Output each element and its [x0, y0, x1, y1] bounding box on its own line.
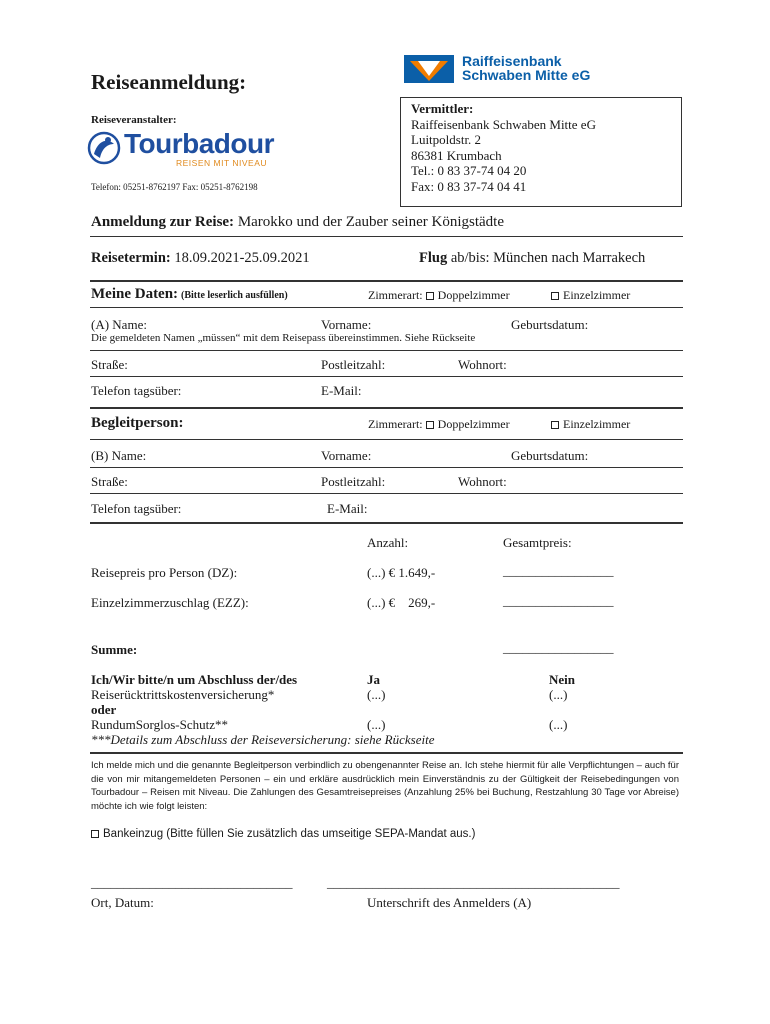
tourbadour-tagline: REISEN MIT NIVEAU: [176, 158, 267, 168]
firstname-a-label: Vorname:: [321, 317, 372, 332]
price-row-amount: (...) € 1.649,-: [367, 565, 436, 580]
single-room-label: Einzelzimmer: [563, 288, 631, 302]
count-header: Anzahl:: [367, 535, 409, 550]
trip-row: [91, 214, 504, 231]
divider: [90, 307, 683, 308]
birthdate-b-label: Geburtsdatum:: [511, 448, 589, 463]
travel-date-row: [91, 250, 310, 267]
birthdate-a-label: Geburtsdatum:: [511, 317, 589, 332]
divider: [90, 752, 683, 754]
companion-label: Begleitperson:: [91, 415, 184, 431]
single-room-label: Einzelzimmer: [563, 417, 631, 431]
my-data-hint: (Bitte leserlich ausfüllen): [181, 290, 288, 301]
signature-line[interactable]: _____________________________________________: [327, 875, 620, 890]
phone-b-label: Telefon tagsüber:: [91, 501, 182, 516]
raiffeisen-logo: [404, 55, 624, 85]
street-b-label: Straße:: [91, 474, 128, 489]
room-type-b: [368, 417, 510, 432]
insurance-option-2-no[interactable]: (...): [549, 717, 568, 732]
room-type-label: Zimmerart:: [368, 288, 423, 302]
divider: [90, 236, 683, 237]
firstname-b-label: Vorname:: [321, 448, 372, 463]
divider: [90, 493, 683, 494]
broker-line: Luitpoldstr. 2: [411, 132, 482, 148]
sum-total[interactable]: _________________: [503, 640, 614, 655]
insurance-or: oder: [91, 702, 117, 717]
broker-line: Raiffeisenbank Schwaben Mitte eG: [411, 116, 596, 132]
bank-name-line1: Raiffeisenbank: [462, 53, 562, 69]
double-room-checkbox[interactable]: [426, 421, 434, 429]
divider: [90, 467, 683, 468]
double-room-label: Doppelzimmer: [437, 417, 510, 431]
declaration-text: Ich melde mich und die genannte Begleitperson verbindlich zu obengenannter Reise an. Ich stehe hiermit für alle Verpflichtungen – auch für die von mir mitangemeldeten Personen – ein und erkläre ausdrücklich mein Einverständnis zu der Gültigkeit der Reisebedingungen von Tourbadour – Reisen mit Niveau. Die Zahlungen des Gesamtreisepreises (Anzahlung 25% bei Buchung, Restzahlung 30 Tage vor Abreise) möchte ich wie folgt leisten:: [91, 760, 679, 812]
divider: [90, 407, 683, 409]
city-a-label: Wohnort:: [458, 357, 507, 372]
single-room-b: [551, 417, 630, 432]
broker-box: [400, 97, 682, 207]
price-row-total[interactable]: _________________: [503, 563, 614, 578]
tour-operator-label: Reiseveranstalter:: [91, 114, 177, 126]
tourbadour-logo: [86, 128, 286, 170]
sum-label: Summe:: [91, 642, 138, 657]
insurance-details-note: ***Details zum Abschluss der Reiseversicherung: siehe Rückseite: [91, 732, 435, 747]
tour-operator-contact: Telefon: 05251-8762197 Fax: 05251-8762198: [91, 182, 258, 192]
insurance-option-1-yes[interactable]: (...): [367, 687, 386, 702]
name-a-label: (A) Name:: [91, 317, 147, 332]
single-room-a: [551, 288, 630, 303]
bank-name-line2: Schwaben Mitte eG: [462, 67, 591, 83]
insurance-option-2: RundumSorglos-Schutz**: [91, 717, 228, 732]
zip-a-label: Postleitzahl:: [321, 357, 386, 372]
divider: [90, 439, 683, 440]
email-a-label: E-Mail:: [321, 383, 362, 398]
flight-route: München nach Marrakech: [493, 250, 646, 266]
raiffeisen-emblem-icon: [404, 55, 454, 83]
price-row-amount: (...) € 269,-: [367, 595, 436, 610]
divider: [90, 376, 683, 377]
double-room-checkbox[interactable]: [426, 292, 434, 300]
price-row-label: Reisepreis pro Person (DZ):: [91, 565, 238, 580]
insurance-option-2-yes[interactable]: (...): [367, 717, 386, 732]
travel-date-label: Reisetermin:: [91, 250, 171, 266]
direct-debit-option: [91, 828, 475, 840]
room-type-label: Zimmerart:: [368, 417, 423, 431]
trip-label: Anmeldung zur Reise:: [91, 214, 235, 230]
total-header: Gesamtpreis:: [503, 535, 572, 550]
insurance-yes-header: Ja: [367, 672, 380, 687]
zip-b-label: Postleitzahl:: [321, 474, 386, 489]
passport-note: Die gemeldeten Namen „müssen“ mit dem Reisepass übereinstimmen. Siehe Rückseite: [91, 332, 476, 344]
price-row-total[interactable]: _________________: [503, 593, 614, 608]
name-b-label: (B) Name:: [91, 448, 147, 463]
flight-row: [419, 250, 645, 267]
divider: [90, 522, 683, 524]
my-data-label: Meine Daten:: [91, 286, 179, 302]
room-type-a: [368, 288, 510, 303]
broker-line: 86381 Krumbach: [411, 147, 502, 163]
email-b-label: E-Mail:: [327, 501, 368, 516]
phone-a-label: Telefon tagsüber:: [91, 383, 182, 398]
insurance-intro: Ich/Wir bitte/n um Abschluss der/des: [91, 672, 298, 687]
double-room-label: Doppelzimmer: [437, 288, 510, 302]
tourbadour-logo-text: Tourbadour: [124, 128, 275, 159]
travel-date-value: 18.09.2021-25.09.2021: [174, 250, 310, 266]
price-row-label: Einzelzimmerzuschlag (EZZ):: [91, 595, 249, 610]
street-a-label: Straße:: [91, 357, 128, 372]
insurance-option-1-no[interactable]: (...): [549, 687, 568, 702]
direct-debit-label: Bankeinzug (Bitte füllen Sie zusätzlich das umseitige SEPA-Mandat aus.): [103, 828, 476, 840]
insurance-no-header: Nein: [549, 672, 575, 687]
flight-suffix: ab/bis:: [450, 250, 490, 266]
trip-name: Marokko und der Zauber seiner Königstädte: [237, 214, 504, 230]
page-title: Reiseanmeldung:: [91, 70, 247, 94]
broker-line: Fax: 0 83 37-74 04 41: [411, 178, 527, 194]
broker-label: Vermittler:: [411, 101, 474, 116]
signature-label: Unterschrift des Anmelders (A): [367, 895, 532, 910]
divider: [90, 350, 683, 351]
single-room-checkbox[interactable]: [551, 292, 559, 300]
flight-label: Flug: [419, 250, 448, 266]
divider: [90, 280, 683, 282]
city-b-label: Wohnort:: [458, 474, 507, 489]
direct-debit-checkbox[interactable]: [91, 830, 99, 838]
single-room-checkbox[interactable]: [551, 421, 559, 429]
broker-line: Tel.: 0 83 37-74 04 20: [411, 163, 527, 179]
place-date-label: Ort, Datum:: [91, 895, 154, 910]
insurance-option-1: Reiserücktrittskostenversicherung*: [91, 687, 275, 702]
place-date-line[interactable]: _______________________________: [91, 875, 293, 890]
tourbadour-figure-icon: [86, 130, 122, 166]
